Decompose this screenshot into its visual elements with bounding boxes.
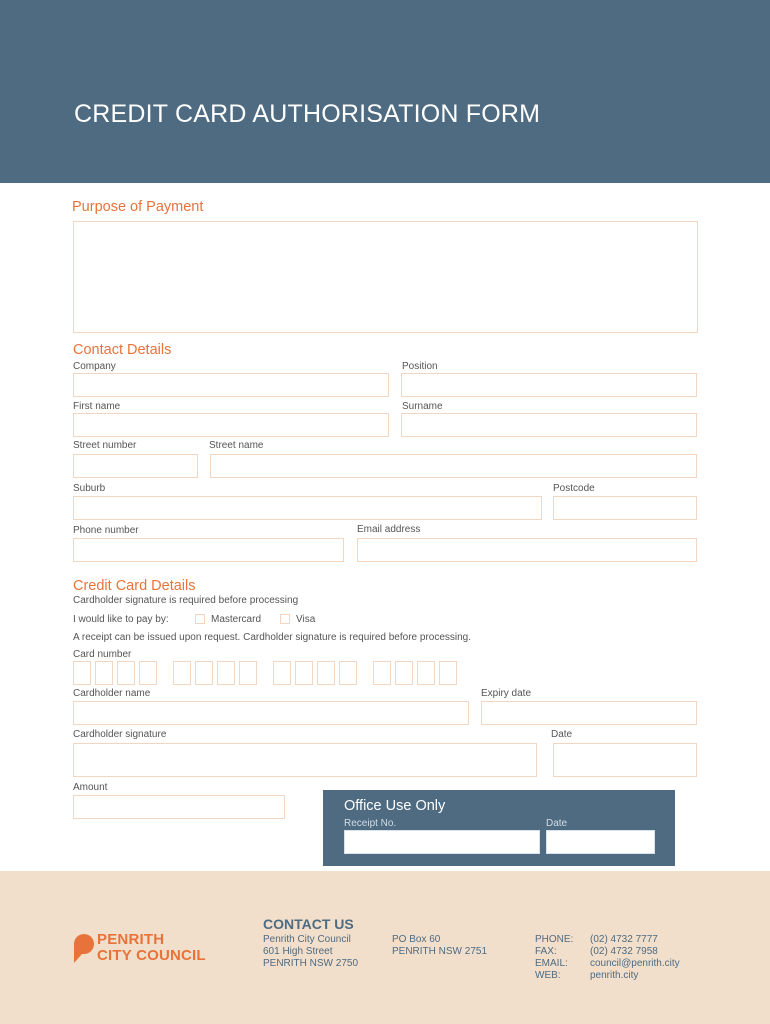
company-field[interactable] <box>73 373 389 397</box>
card-digit-box[interactable] <box>417 661 435 685</box>
first-name-label: First name <box>73 401 121 412</box>
contact-us-title: CONTACT US <box>263 916 354 932</box>
postcode-label: Postcode <box>553 483 595 494</box>
mastercard-checkbox[interactable] <box>195 614 205 624</box>
expiry-label: Expiry date <box>481 688 532 699</box>
card-digit-box[interactable] <box>195 661 213 685</box>
cardholder-signature-field[interactable] <box>73 743 537 777</box>
position-field[interactable] <box>401 373 697 397</box>
card-digit-box[interactable] <box>95 661 113 685</box>
expiry-field[interactable] <box>481 701 697 725</box>
council-logo-icon <box>72 932 94 964</box>
street-name-field[interactable] <box>210 454 697 478</box>
header-banner <box>0 0 770 183</box>
card-digit-box[interactable] <box>317 661 335 685</box>
po-box-line: PO Box 60 <box>392 934 441 945</box>
phone-field[interactable] <box>73 538 344 562</box>
card-digit-box[interactable] <box>373 661 391 685</box>
suburb-label: Suburb <box>73 483 106 494</box>
email-link[interactable]: council@penrith.city <box>590 958 680 969</box>
fax-value: (02) 4732 7958 <box>590 946 658 957</box>
email-label: EMAIL: <box>535 958 568 969</box>
phone-label: Phone number <box>73 525 139 536</box>
cardholder-signature-label: Cardholder signature <box>73 729 167 740</box>
card-digit-box[interactable] <box>173 661 191 685</box>
amount-field[interactable] <box>73 795 285 819</box>
address-line: PENRITH NSW 2750 <box>263 958 359 969</box>
purpose-field[interactable] <box>73 221 698 333</box>
email-field[interactable] <box>357 538 697 562</box>
street-number-label: Street number <box>73 440 137 451</box>
purpose-section-title: Purpose of Payment <box>72 199 204 215</box>
card-digit-box[interactable] <box>439 661 457 685</box>
contact-labels <box>535 934 573 982</box>
fax-label: FAX: <box>535 946 557 957</box>
contact-section-title: Contact Details <box>73 342 172 358</box>
card-digit-box[interactable] <box>239 661 257 685</box>
card-number-boxes <box>73 661 473 685</box>
receipt-note: A receipt can be issued upon request. Cardholder signature is required before processing. <box>73 632 472 643</box>
card-section-title: Credit Card Details <box>73 578 196 594</box>
receipt-no-label: Receipt No. <box>344 818 397 829</box>
position-label: Position <box>402 361 438 372</box>
mastercard-label: Mastercard <box>211 614 262 625</box>
office-date-label: Date <box>546 818 568 829</box>
card-digit-box[interactable] <box>73 661 91 685</box>
date-field[interactable] <box>553 743 697 777</box>
web-link[interactable]: penrith.city <box>590 970 639 981</box>
email-label: Email address <box>357 524 421 535</box>
card-digit-box[interactable] <box>339 661 357 685</box>
receipt-no-field[interactable] <box>344 830 540 854</box>
address-block <box>263 934 358 970</box>
signature-note: Cardholder signature is required before processing <box>73 595 299 606</box>
visa-label: Visa <box>296 614 316 625</box>
surname-label: Surname <box>402 401 443 412</box>
card-digit-box[interactable] <box>395 661 413 685</box>
form-title: CREDIT CARD AUTHORISATION FORM <box>74 100 541 128</box>
pay-by-label: I would like to pay by: <box>73 614 169 625</box>
po-box-line: PENRITH NSW 2751 <box>392 946 488 957</box>
logo-line-2: CITY COUNCIL <box>97 947 206 964</box>
phone-value: (02) 4732 7777 <box>590 934 658 945</box>
surname-field[interactable] <box>401 413 697 437</box>
logo-line-1: PENRITH <box>97 931 165 948</box>
po-box-block <box>392 934 487 958</box>
contact-values <box>590 934 680 982</box>
cardholder-name-label: Cardholder name <box>73 688 151 699</box>
first-name-field[interactable] <box>73 413 389 437</box>
card-digit-box[interactable] <box>139 661 157 685</box>
amount-label: Amount <box>73 782 108 793</box>
address-line: Penrith City Council <box>263 934 351 945</box>
card-digit-box[interactable] <box>273 661 291 685</box>
address-line: 601 High Street <box>263 946 333 957</box>
street-name-label: Street name <box>209 440 264 451</box>
postcode-field[interactable] <box>553 496 697 520</box>
suburb-field[interactable] <box>73 496 542 520</box>
office-date-field[interactable] <box>546 830 655 854</box>
phone-label: PHONE: <box>535 934 574 945</box>
office-use-title: Office Use Only <box>344 798 446 814</box>
cardholder-name-field[interactable] <box>73 701 469 725</box>
date-label: Date <box>551 729 573 740</box>
web-label: WEB: <box>535 970 561 981</box>
council-logo-text <box>97 932 206 964</box>
card-number-label: Card number <box>73 649 132 660</box>
card-digit-box[interactable] <box>295 661 313 685</box>
card-digit-box[interactable] <box>217 661 235 685</box>
card-digit-box[interactable] <box>117 661 135 685</box>
visa-checkbox[interactable] <box>280 614 290 624</box>
street-number-field[interactable] <box>73 454 198 478</box>
company-label: Company <box>73 361 116 372</box>
